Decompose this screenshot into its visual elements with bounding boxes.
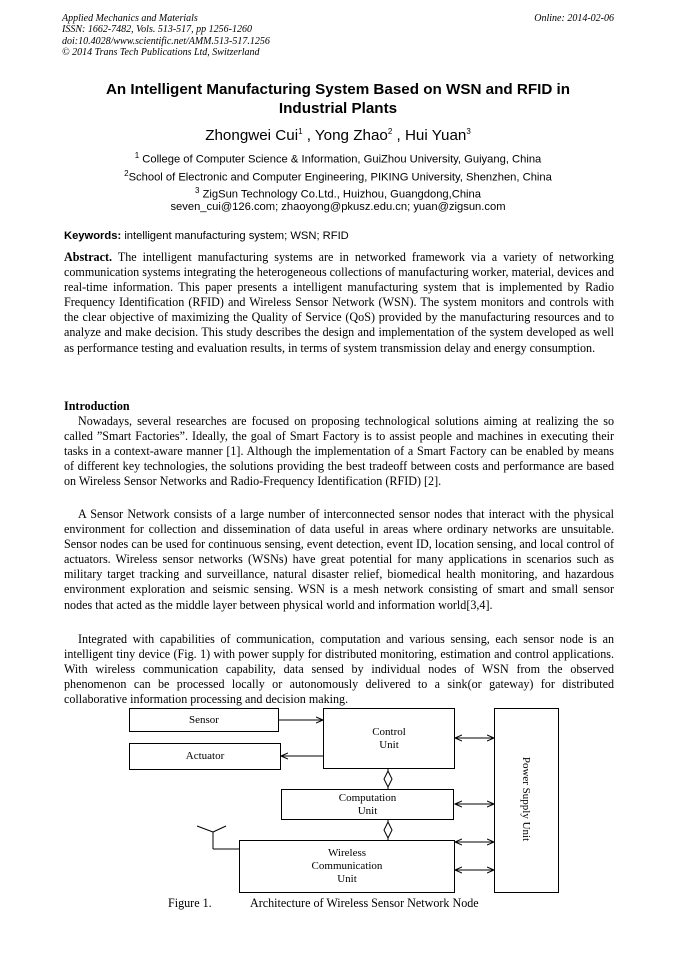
author-3: Hui Yuan (404, 127, 467, 145)
abstract-text: The intelligent manufacturing systems are in networked framework via a variety of networking communication systems integrating the heterogeneous collections of manufacturing worker, material, devices and real-time information. This paper presents a intelligent manufacturing system that is implemented by Radio Frequency Identification (RFID) and Wireless Sensor Network (WSN). The system monitors and controls with the clear objective of maximizing the Quality of Service (QoS) provided by the manufacturing resources and to analyze and make decision. This study describes the design and implementation of the system developed as well as performance testing and evaluation results, in terms of system transmission delay and energy consumption. (64, 250, 614, 355)
author-1: Zhongwei Cui (205, 127, 299, 145)
affiliations (62, 149, 614, 202)
keywords-label: Keywords: (64, 230, 122, 242)
wireless-unit-label-1: Wireless (327, 847, 367, 859)
online-date: Online: 2014-02-06 (534, 13, 614, 24)
keywords-text: intelligent manufacturing system; WSN; RFID (124, 230, 349, 242)
issn-line: ISSN: 1662-7482, Vols. 513-517, pp 1256-1260 (62, 24, 252, 36)
sensor-label: Sensor (189, 713, 219, 726)
paper-title (62, 80, 614, 118)
computation-unit-label-1: Computation (338, 791, 397, 804)
figure-1-caption (168, 896, 479, 910)
intro-paragraph-2: A Sensor Network consists of a large number of interconnected sensor nodes that interact with the physical environment for collection and dissemination of data useful in areas where ordinary networks are unsuitable. Sensor nodes can be used for continuous sensing, event detection, event ID, location sensing, and local control of actuators. Wireless sensor networks (WSNs) have great potential for many applications in scenarios such as military target tracking and surveillance, natural disaster relief, biomedical health monitoring, and hazardous environment exploration and seismic sensing. WSN is a mesh network consisting of smart and small sensor nodes that acted as the middle layer between physical world and information world[3,4]. (64, 507, 614, 612)
caption-label: Figure 1. (168, 896, 212, 910)
copyright-line: © 2014 Trans Tech Publications Ltd, Switzerland (62, 47, 260, 59)
title-line-1: An Intelligent Manufacturing System Based on WSN and RFID in (105, 81, 571, 98)
intro-paragraph-1: Nowadays, several researches are focused on proposing technological solutions aiming at realizing the so called ”Smart Factories”. Ideally, the goal of Smart Factory is to assist people and machines in executing their tasks in a context-aware manner [1]. Although the implementation of a Smart Factory can be enabled by means of different key technologies, the solutions providing the best tradeoff between costs and performance are based on Wireless Sensor Networks and Radio-Frequency Identification (RFID) [2]. (64, 414, 614, 489)
antenna-icon (197, 826, 239, 849)
author-2: Yong Zhao (314, 127, 388, 145)
abstract (64, 250, 614, 356)
author-3-sup: 3 (466, 127, 471, 136)
control-computation-diamond (384, 771, 392, 787)
section-heading-introduction: Introduction (64, 399, 130, 413)
computation-wireless-diamond (384, 822, 392, 838)
sensor-box (129, 708, 279, 732)
computation-unit-label-2: Unit (357, 804, 378, 817)
author-emails: seven_cui@126.com; zhaoyong@pkusz.edu.cn; yuan@zigsun.com (170, 201, 506, 213)
computation-unit-box (281, 789, 454, 820)
control-unit-label-1: Control (372, 725, 406, 738)
wireless-unit-label-3: Unit (337, 873, 357, 885)
keywords (64, 229, 349, 243)
wireless-unit-label-2: Communication (311, 860, 383, 872)
actuator-label: Actuator (185, 750, 225, 762)
journal-header (62, 13, 270, 59)
author-2-sup: 2 (387, 127, 393, 136)
title-line-2: Industrial Plants (278, 100, 398, 117)
wireless-unit-box (239, 840, 455, 893)
author-1-sup: 1 (298, 127, 303, 136)
control-unit-label-2: Unit (379, 738, 399, 751)
journal-name: Applied Mechanics and Materials (62, 13, 198, 24)
power-supply-label: Power Supply Unit (520, 756, 532, 842)
control-unit-box (323, 708, 455, 769)
affiliation-3: $^3$ ZigSun Technology Co.Ltd., Huizhou, Guangdong,China (195, 186, 481, 202)
caption-text: Architecture of Wireless Sensor Network Node (250, 896, 479, 910)
intro-paragraph-3: Integrated with capabilities of communication, computation and various sensing, each sensor node is an intelligent tiny device (Fig. 1) with power supply for distributed monitoring, estimation and control applications. With wireless communication capability, data sensed by individual nodes of WSN from the observed phenomenon can be processed locally or autonomously delivered to a sink(or gateway) for distributed collaborative information processing and decision making. (64, 632, 614, 707)
actuator-box (129, 743, 281, 770)
abstract-label: Abstract. (64, 250, 113, 264)
affiliation-1: $^1$ College of Computer Science & Information, GuiZhou University, Guiyang, China (134, 151, 542, 166)
affiliation-2: $^2$School of Electronic and Computer Engineering, PIKING University, Shenzhen, China (124, 168, 552, 184)
doi-line: doi:10.4028/www.scientific.net/AMM.513-517.1256 (62, 35, 270, 47)
author-list: Zhongwei Cui$^1$ , Yong Zhao$^2$ , Hui Yuan$^3$ (205, 127, 471, 145)
